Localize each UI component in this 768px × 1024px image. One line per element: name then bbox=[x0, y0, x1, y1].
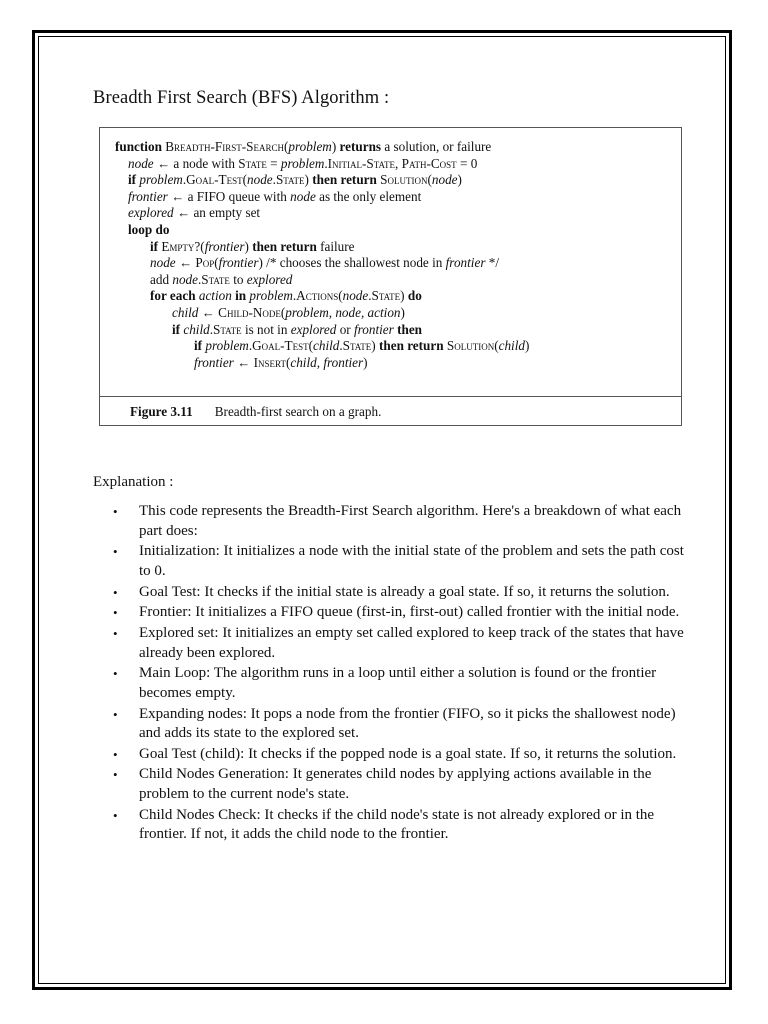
pseudocode-line: if problem.Goal-Test(child.State) then return Solution(child) bbox=[194, 338, 530, 354]
bullet-text: Goal Test (child): It checks if the popped node is a goal state. If so, it returns the solution. bbox=[139, 745, 677, 762]
explanation-bullet bbox=[110, 745, 685, 765]
explanation-bullet bbox=[110, 765, 685, 804]
pseudocode-line: node ← Pop(frontier) /* chooses the shallowest node in frontier */ bbox=[150, 255, 500, 271]
explanation-bullet bbox=[110, 624, 685, 663]
bullet-text: Explored set: It initializes an empty set called explored to keep track of the states that have already been explored. bbox=[139, 624, 684, 661]
figure-caption-text: Breadth-first search on a graph. bbox=[214, 404, 382, 419]
pseudocode-line: if Empty?(frontier) then return failure bbox=[150, 238, 355, 254]
pseudocode-line: node ← a node with State = problem.Initial-State, Path-Cost = 0 bbox=[128, 155, 478, 171]
figure-caption bbox=[130, 404, 381, 420]
bullet-icon: • bbox=[113, 666, 118, 682]
figure-divider bbox=[100, 396, 681, 397]
bullet-text: Main Loop: The algorithm runs in a loop until either a solution is found or the frontier becomes empty. bbox=[139, 665, 657, 701]
bullet-icon: • bbox=[113, 605, 118, 621]
bullet-icon: • bbox=[113, 706, 118, 722]
explanation-bullet bbox=[110, 542, 685, 581]
bullet-text: Child Nodes Generation: It generates child nodes by applying actions available in the problem to the current node's state. bbox=[139, 766, 652, 803]
explanation-bullet bbox=[110, 806, 685, 845]
pseudocode-line: frontier ← Insert(child, frontier) bbox=[194, 354, 368, 370]
pseudocode-line: frontier ← a FIFO queue with node as the only element bbox=[128, 188, 422, 204]
pseudocode-line: add node.State to explored bbox=[150, 271, 293, 287]
explanation-bullet bbox=[110, 502, 685, 541]
bullet-icon: • bbox=[113, 807, 118, 823]
bullet-icon: • bbox=[113, 584, 118, 600]
bullet-icon: • bbox=[113, 746, 118, 762]
explanation-bullet bbox=[110, 705, 685, 744]
pseudocode-line: child ← Child-Node(problem, node, action) bbox=[172, 304, 405, 320]
bullet-text: Child Nodes Check: It checks if the child node's state is not already explored or in the frontier. If not, it adds the child node to the frontier. bbox=[139, 806, 655, 843]
bullet-icon: • bbox=[113, 544, 118, 560]
pseudocode-line: if problem.Goal-Test(node.State) then return Solution(node) bbox=[128, 172, 462, 188]
pseudocode-line: if child.State is not in explored or frontier then bbox=[172, 321, 423, 337]
bullet-text: Frontier: It initializes a FIFO queue (first-in, first-out) called frontier with the initial node. bbox=[139, 604, 680, 621]
pseudocode-line: loop do bbox=[128, 221, 170, 237]
bullet-text: This code represents the Breadth-First Search algorithm. Here's a breakdown of what each part does: bbox=[139, 503, 682, 539]
pseudocode-line: function Breadth-First-Search(problem) returns a solution, or failure bbox=[115, 139, 492, 154]
bullet-icon: • bbox=[113, 767, 118, 783]
figure-number: Figure 3.11 bbox=[130, 404, 193, 419]
pseudocode-line: for each action in problem.Actions(node.State) do bbox=[150, 288, 422, 304]
pseudocode-block bbox=[115, 139, 673, 371]
bullet-text: Goal Test: It checks if the initial state is already a goal state. If so, it returns the solution. bbox=[139, 583, 670, 600]
bullet-text: Expanding nodes: It pops a node from the frontier (FIFO, so it picks the shallowest node) and adds its state to the explored set. bbox=[139, 705, 676, 742]
explanation-bullet bbox=[110, 583, 685, 603]
pseudocode-line: explored ← an empty set bbox=[128, 205, 261, 221]
page-title: Breadth First Search (BFS) Algorithm : bbox=[93, 88, 390, 108]
bullet-icon: • bbox=[113, 504, 118, 519]
algorithm-figure bbox=[99, 127, 682, 426]
bullet-icon: • bbox=[113, 625, 118, 641]
bullet-text: Initialization: It initializes a node with the initial state of the problem and sets the path cost to 0. bbox=[139, 543, 684, 579]
explanation-bullet bbox=[110, 664, 685, 703]
explanation-bullet bbox=[110, 603, 685, 623]
explanation-list bbox=[110, 502, 685, 846]
explanation-heading: Explanation : bbox=[93, 474, 174, 490]
